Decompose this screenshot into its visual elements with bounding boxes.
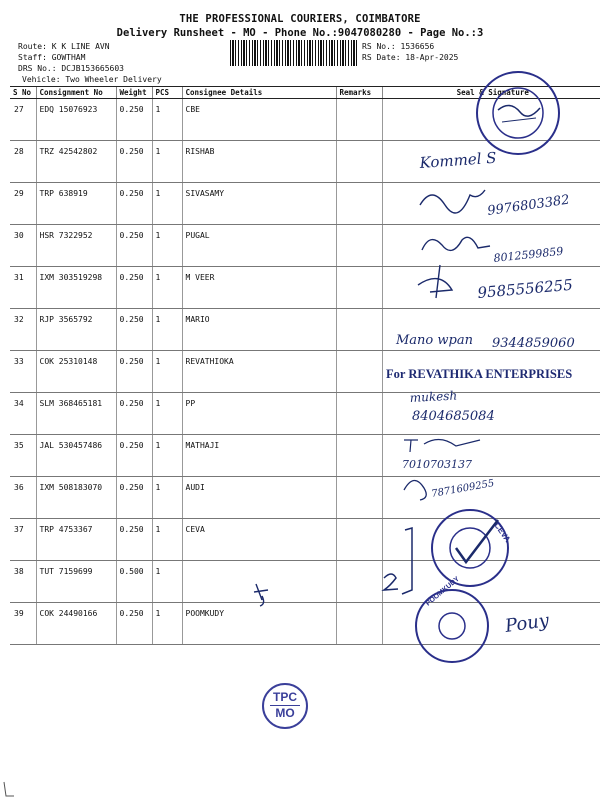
cell-sno: 39 — [10, 603, 36, 645]
signature-36 — [404, 480, 426, 500]
route-label: Route: K K LINE AVN — [18, 42, 110, 51]
cell-consignment: TRP 4753367 — [36, 519, 116, 561]
bracket-mark — [402, 528, 412, 594]
header-seal: Seal & Signature — [382, 87, 600, 99]
cell-sno: 31 — [10, 267, 36, 309]
poomkudy-stamp-text: POOMKUDY — [424, 575, 461, 608]
cell-consignee: MATHAJI — [182, 435, 336, 477]
cell-pcs: 1 — [152, 141, 182, 183]
cell-pcs: 1 — [152, 225, 182, 267]
cell-weight: 0.500 — [116, 561, 152, 603]
corner-mark — [4, 782, 14, 796]
vehicle-label: Vehicle: Two Wheeler Delivery — [22, 75, 162, 84]
cell-sno: 36 — [10, 477, 36, 519]
runsheet-title: Delivery Runsheet - MO - Phone No.:9047080280 - Page No.:3 — [116, 27, 484, 39]
cell-consignment: COK 24490166 — [36, 603, 116, 645]
mark-2 — [384, 574, 398, 590]
rs-date: RS Date: 18-Apr-2025 — [362, 53, 459, 62]
phone-31: 9585556255 — [476, 275, 574, 302]
cell-consignee: AUDI — [182, 477, 336, 519]
signature-28: Kommel S — [419, 148, 498, 172]
ceva-stamp — [432, 510, 512, 586]
rs-number: RS No.: 1536656 — [362, 42, 435, 51]
cell-pcs: 1 — [152, 603, 182, 645]
cell-weight: 0.250 — [116, 435, 152, 477]
cell-consignee: REVATHIOKA — [182, 351, 336, 393]
cell-weight: 0.250 — [116, 225, 152, 267]
signature-29 — [420, 190, 485, 213]
cell-pcs: 1 — [152, 477, 182, 519]
cell-sno: 29 — [10, 183, 36, 225]
signature-34: mukesh — [409, 388, 458, 405]
cell-pcs: 1 — [152, 393, 182, 435]
cell-consignee: SIVASAMY — [182, 183, 336, 225]
cell-weight: 0.250 — [116, 309, 152, 351]
cell-consignment: RJP 3565792 — [36, 309, 116, 351]
cell-consignee: CBE — [182, 99, 336, 141]
initials-39 — [254, 584, 268, 606]
signature-39: Pouy — [503, 610, 551, 637]
cell-weight: 0.250 — [116, 477, 152, 519]
cell-consignment: IXM 303519298 — [36, 267, 116, 309]
cell-consignee: CEVA — [182, 519, 336, 561]
cell-weight: 0.250 — [116, 351, 152, 393]
cell-weight: 0.250 — [116, 603, 152, 645]
cell-consignee: MARIO — [182, 309, 336, 351]
cell-sno: 38 — [10, 561, 36, 603]
tpc-stamp-top: TPC — [273, 690, 297, 704]
phone-29: 9976803382 — [486, 192, 571, 219]
cell-consignment: TUT 7159699 — [36, 561, 116, 603]
cell-pcs: 1 — [152, 267, 182, 309]
cell-weight: 0.250 — [116, 519, 152, 561]
phone-36: 7871609255 — [430, 478, 496, 500]
cell-sno: 27 — [10, 99, 36, 141]
header-consignment: Consignment No — [36, 87, 116, 99]
cell-sno: 28 — [10, 141, 36, 183]
phone-33: 9344859060 — [492, 336, 575, 351]
cell-sno: 32 — [10, 309, 36, 351]
cell-weight: 0.250 — [116, 99, 152, 141]
round-stamp-top — [477, 72, 559, 154]
cell-sno: 34 — [10, 393, 36, 435]
header-weight: Weight — [116, 87, 152, 99]
cell-sno: 30 — [10, 225, 36, 267]
cell-consignment: TRZ 42542802 — [36, 141, 116, 183]
cell-sno: 33 — [10, 351, 36, 393]
poomkudy-stamp — [416, 575, 488, 662]
cell-weight: 0.250 — [116, 183, 152, 225]
cell-consignment: IXM 508183070 — [36, 477, 116, 519]
header-remarks: Remarks — [336, 87, 382, 99]
tpc-stamp — [262, 683, 308, 729]
phone-30: 8012599859 — [492, 244, 564, 265]
cell-consignment: COK 25310148 — [36, 351, 116, 393]
cell-consignee: POOMKUDY — [182, 603, 336, 645]
phone-34: 8404685084 — [412, 409, 495, 424]
header-sno: S No — [10, 87, 36, 99]
cell-weight: 0.250 — [116, 393, 152, 435]
cell-consignee: RISHAB — [182, 141, 336, 183]
header-consignee: Consignee Details — [182, 87, 336, 99]
signature-30 — [422, 237, 490, 250]
cell-pcs: 1 — [152, 183, 182, 225]
drs-number: DRS No.: DCJB153665603 — [18, 64, 124, 73]
signature-31 — [418, 265, 452, 298]
company-title: THE PROFESSIONAL COURIERS, COIMBATORE — [179, 13, 421, 25]
cell-sno: 37 — [10, 519, 36, 561]
cell-consignee: PUGAL — [182, 225, 336, 267]
tpc-stamp-bottom: MO — [275, 706, 295, 720]
cell-consignment: SLM 368465181 — [36, 393, 116, 435]
cell-pcs: 1 — [152, 435, 182, 477]
cell-pcs: 1 — [152, 351, 182, 393]
cell-sno: 35 — [10, 435, 36, 477]
cell-consignee: PP — [182, 393, 336, 435]
header-pcs: PCS — [152, 87, 182, 99]
signature-35 — [404, 439, 480, 452]
revathika-stamp-text: For REVATHIKA ENTERPRISES — [386, 367, 573, 381]
cell-consignment: TRP 638919 — [36, 183, 116, 225]
cell-pcs: 1 — [152, 519, 182, 561]
cell-pcs: 1 — [152, 99, 182, 141]
phone-35: 7010703137 — [402, 458, 472, 471]
ceva-stamp-text: CEVA — [492, 520, 513, 544]
cell-weight: 0.250 — [116, 141, 152, 183]
cell-pcs: 1 — [152, 309, 182, 351]
signature-33: Mano wpan — [396, 333, 473, 348]
cell-consignment: EDQ 15076923 — [36, 99, 116, 141]
cell-weight: 0.250 — [116, 267, 152, 309]
staff-label: Staff: GOWTHAM — [18, 53, 86, 62]
cell-consignee: M VEER — [182, 267, 336, 309]
cell-consignment: JAL 530457486 — [36, 435, 116, 477]
cell-pcs: 1 — [152, 561, 182, 603]
cell-consignment: HSR 7322952 — [36, 225, 116, 267]
